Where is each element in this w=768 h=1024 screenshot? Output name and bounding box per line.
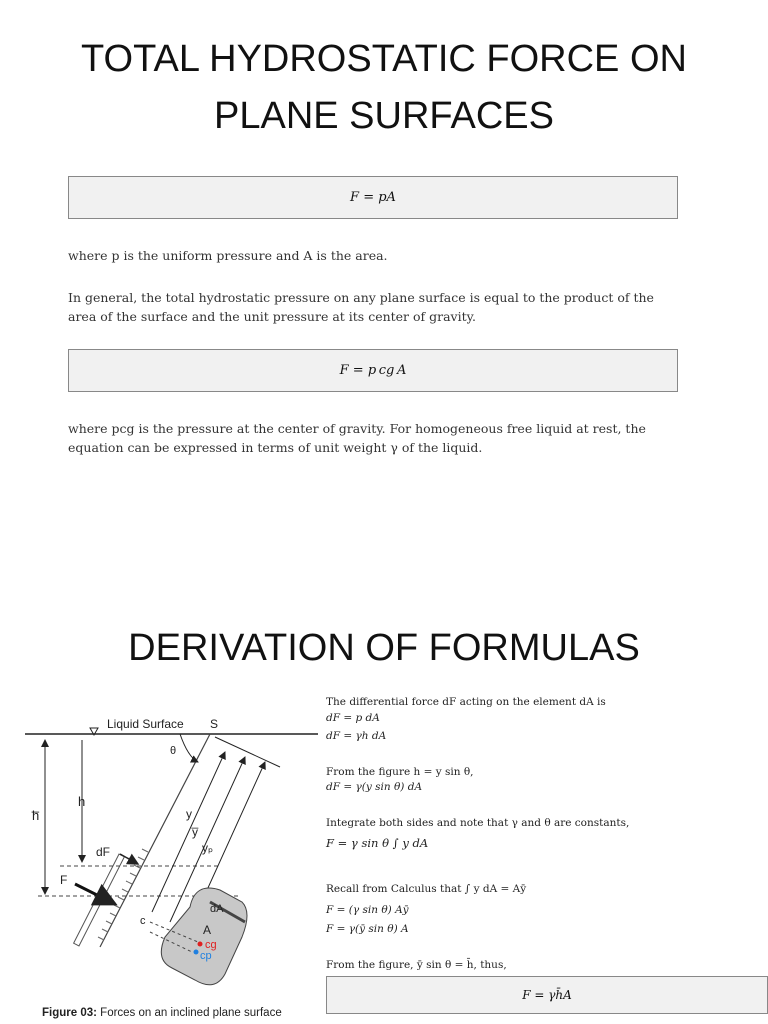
F-label: F (60, 873, 68, 887)
equation-box-1 (68, 176, 678, 219)
slide1-title-line1: TOTAL HYDROSTATIC FORCE ON (81, 38, 687, 80)
derivation-line-4: From the figure h = y sin θ, (326, 766, 474, 778)
equation-1: F = pA (350, 190, 396, 205)
derivation-line-1: The differential force dF acting on the element dA is (326, 696, 606, 708)
equation-2: F = p cg A (339, 363, 407, 378)
figure-caption-bold: Figure 03: (42, 1007, 97, 1019)
derivation-line-10: F = γ(ȳ sin θ) A (326, 923, 409, 935)
theta-label: θ (170, 745, 177, 757)
derivation-line-11: From the figure, ȳ sin θ = h̄, thus, (326, 959, 507, 971)
derivation-line-5: dF = γ(y sin θ) dA (326, 781, 423, 793)
paragraph-2: In general, the total hydrostatic pressure on any plane surface is equal to the product of the area of the surface and the unit pressure at its center of gravity. (68, 290, 654, 324)
derivation-line-7: F = γ sin θ ∫ y dA (326, 836, 429, 850)
yp-label: yₚ (202, 841, 214, 855)
cg-label: cg (205, 939, 217, 951)
slide1-title-line2: PLANE SURFACES (214, 95, 554, 137)
hbar-label: h̅ (32, 808, 40, 823)
dA-label: dA (210, 903, 224, 915)
ybar-label: y̅ (192, 825, 198, 839)
equation-box-2 (68, 349, 678, 392)
derivation-line-8: Recall from Calculus that ∫ y dA = Aȳ (326, 883, 527, 895)
paragraph-3: where pcg is the pressure at the center of gravity. For homogeneous free liquid at rest, the equation can be expressed in terms of unit weight γ of the liquid. (68, 421, 646, 455)
s-label: S (210, 717, 219, 731)
inclined-plane-figure (20, 712, 320, 1002)
h-label: h (78, 794, 86, 809)
cp-label: cp (200, 950, 212, 962)
final-equation: F = γh̄A (522, 988, 572, 1002)
dF-label: dF (96, 845, 111, 859)
figure-caption-text: Forces on an inclined plane surface (96, 1007, 282, 1019)
derivation-line-2: dF = p dA (326, 712, 380, 724)
c-label: c (140, 915, 146, 927)
derivation-line-9: F = (γ sin θ) Aȳ (326, 904, 409, 916)
theta-arc (180, 734, 198, 762)
liquid-surface-label: Liquid Surface (107, 717, 184, 731)
paragraph-1: where p is the uniform pressure and A is the area. (68, 248, 388, 263)
figure-caption (42, 1007, 282, 1019)
y-label: y (186, 807, 192, 821)
A-label: A (203, 923, 212, 937)
derivation-line-3: dF = γh dA (326, 730, 387, 742)
derivation-line-6: Integrate both sides and note that γ and θ are constants, (326, 817, 630, 829)
final-equation-box (326, 976, 768, 1014)
slide2-title: DERIVATION OF FORMULAS (128, 627, 640, 669)
plate-edge (74, 854, 125, 946)
